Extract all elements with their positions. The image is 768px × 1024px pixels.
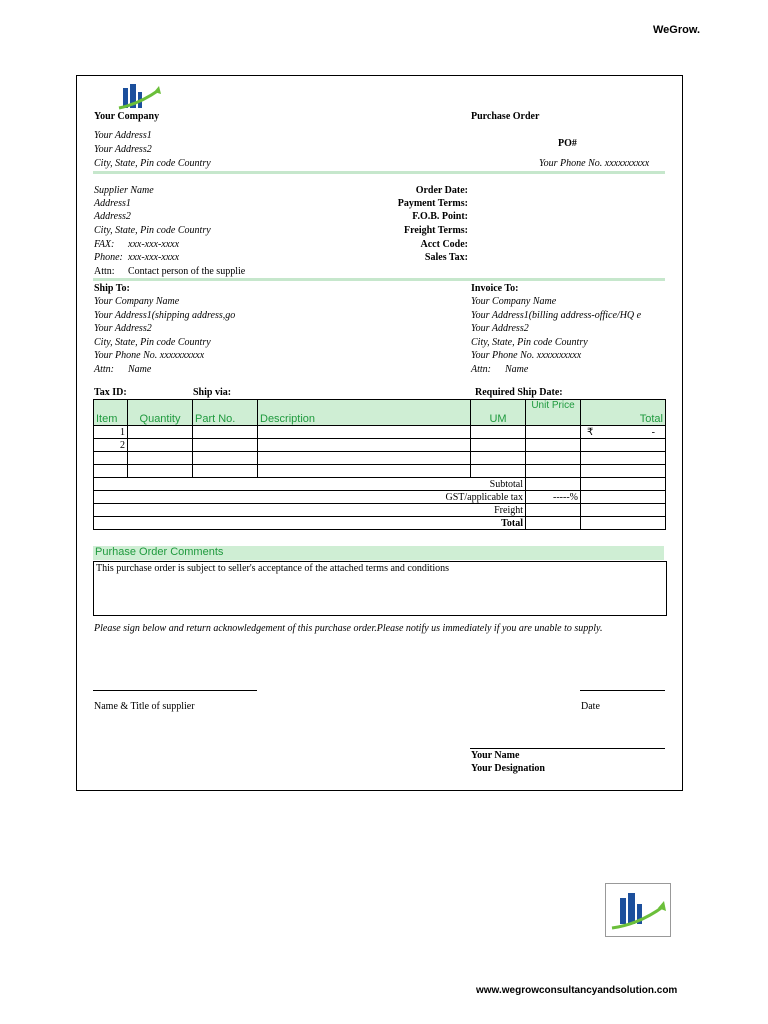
ship-to-address1: Your Address1(shipping address,go bbox=[94, 310, 236, 321]
supplier-fax-label: FAX: bbox=[94, 239, 115, 250]
items-table bbox=[93, 399, 666, 530]
footer-logo-box bbox=[605, 883, 671, 937]
ship-to-attn-label: Attn: bbox=[94, 364, 114, 375]
payment-terms-label: Payment Terms: bbox=[397, 198, 468, 209]
subtotal-label: Subtotal bbox=[94, 478, 526, 491]
supplier-attn: Contact person of the supplie bbox=[128, 266, 246, 277]
date-signature-line bbox=[580, 690, 665, 691]
table-row bbox=[94, 426, 666, 439]
document-title: Purchase Order bbox=[471, 111, 540, 122]
supplier-address1: Address1 bbox=[94, 198, 131, 209]
ship-to-phone: Your Phone No. xxxxxxxxxx bbox=[94, 350, 205, 361]
gst-value: -----% bbox=[526, 491, 581, 504]
invoice-to-attn: Name bbox=[505, 364, 529, 375]
ship-to-company: Your Company Name bbox=[94, 296, 180, 307]
acct-code-label: Acct Code: bbox=[420, 239, 468, 250]
your-signature-line bbox=[470, 748, 665, 749]
table-row bbox=[94, 452, 666, 465]
sales-tax-label: Sales Tax: bbox=[424, 252, 468, 263]
header-part-no: Part No. bbox=[193, 400, 258, 426]
invoice-to-address2: Your Address2 bbox=[471, 323, 529, 334]
required-ship-date-label: Required Ship Date: bbox=[475, 387, 563, 398]
company-phone: Your Phone No. xxxxxxxxxx bbox=[539, 158, 650, 169]
freight-row bbox=[94, 504, 666, 517]
supplier-city: City, State, Pin code Country bbox=[94, 225, 211, 236]
section-divider bbox=[93, 171, 665, 174]
row-item: 1 bbox=[94, 426, 128, 439]
invoice-to-phone: Your Phone No. xxxxxxxxxx bbox=[471, 350, 582, 361]
subtotal-row bbox=[94, 478, 666, 491]
your-designation-label: Your Designation bbox=[471, 763, 545, 774]
supplier-signature-label: Name & Title of supplier bbox=[94, 701, 195, 712]
supplier-name: Supplier Name bbox=[94, 185, 154, 196]
ship-to-city: City, State, Pin code Country bbox=[94, 337, 211, 348]
header-um: UM bbox=[471, 400, 526, 426]
header-item: Item bbox=[94, 400, 128, 426]
company-name: Your Company bbox=[94, 111, 160, 122]
invoice-to-address1: Your Address1(billing address-office/HQ e bbox=[471, 310, 642, 321]
ship-via-label: Ship via: bbox=[193, 387, 232, 398]
company-address2: Your Address2 bbox=[94, 144, 152, 155]
invoice-to-label: Invoice To: bbox=[471, 283, 519, 294]
supplier-fax: xxx-xxx-xxxx bbox=[128, 239, 180, 250]
total-row bbox=[94, 517, 666, 530]
header-quantity: Quantity bbox=[128, 400, 193, 426]
wegrow-logo-icon bbox=[117, 80, 163, 110]
invoice-to-company: Your Company Name bbox=[471, 296, 557, 307]
company-address1: Your Address1 bbox=[94, 130, 152, 141]
header-unit-price: Unit Price bbox=[526, 400, 581, 426]
brand-name: WeGrow. bbox=[653, 24, 701, 36]
invoice-to-attn-label: Attn: bbox=[471, 364, 491, 375]
wegrow-logo-icon bbox=[606, 884, 670, 936]
row-total: - bbox=[651, 426, 655, 438]
gst-label: GST/applicable tax bbox=[94, 491, 526, 504]
date-label: Date bbox=[581, 701, 600, 712]
freight-label: Freight bbox=[94, 504, 526, 517]
table-row bbox=[94, 465, 666, 478]
ship-to-attn: Name bbox=[128, 364, 152, 375]
table-row bbox=[94, 439, 666, 452]
tax-id-label: Tax ID: bbox=[94, 387, 127, 398]
row-item: 2 bbox=[94, 439, 128, 452]
invoice-to-city: City, State, Pin code Country bbox=[471, 337, 588, 348]
header-description: Description bbox=[258, 400, 471, 426]
supplier-address2: Address2 bbox=[94, 211, 131, 222]
gst-row bbox=[94, 491, 666, 504]
fob-point-label: F.O.B. Point: bbox=[412, 211, 468, 222]
comments-header: Purhase Order Comments bbox=[93, 546, 664, 560]
table-header-row bbox=[94, 400, 666, 426]
row-total-cell bbox=[581, 426, 666, 439]
supplier-phone: xxx-xxx-xxxx bbox=[128, 252, 180, 263]
header-total: Total bbox=[581, 400, 666, 426]
supplier-attn-label: Attn: bbox=[94, 266, 115, 277]
comments-box: This purchase order is subject to seller's acceptance of the attached terms and conditions bbox=[93, 561, 667, 616]
freight-terms-label: Freight Terms: bbox=[404, 225, 468, 236]
company-city: City, State, Pin code Country bbox=[94, 158, 211, 169]
your-name-label: Your Name bbox=[471, 750, 520, 761]
ship-to-address2: Your Address2 bbox=[94, 323, 152, 334]
section-divider bbox=[93, 278, 665, 281]
total-label: Total bbox=[94, 517, 526, 530]
ship-to-label: Ship To: bbox=[94, 283, 130, 294]
currency-symbol: ₹ bbox=[587, 426, 594, 438]
supplier-phone-label: Phone: bbox=[94, 252, 123, 263]
order-date-label: Order Date: bbox=[415, 185, 468, 196]
website-link[interactable]: www.wegrowconsultancyandsolution.com bbox=[476, 985, 678, 996]
sign-instructions: Please sign below and return acknowledgement of this purchase order.Please notify us immediately if you are unable to supply. bbox=[94, 623, 603, 634]
po-number-label: PO# bbox=[558, 138, 577, 149]
supplier-signature-line bbox=[93, 690, 257, 691]
